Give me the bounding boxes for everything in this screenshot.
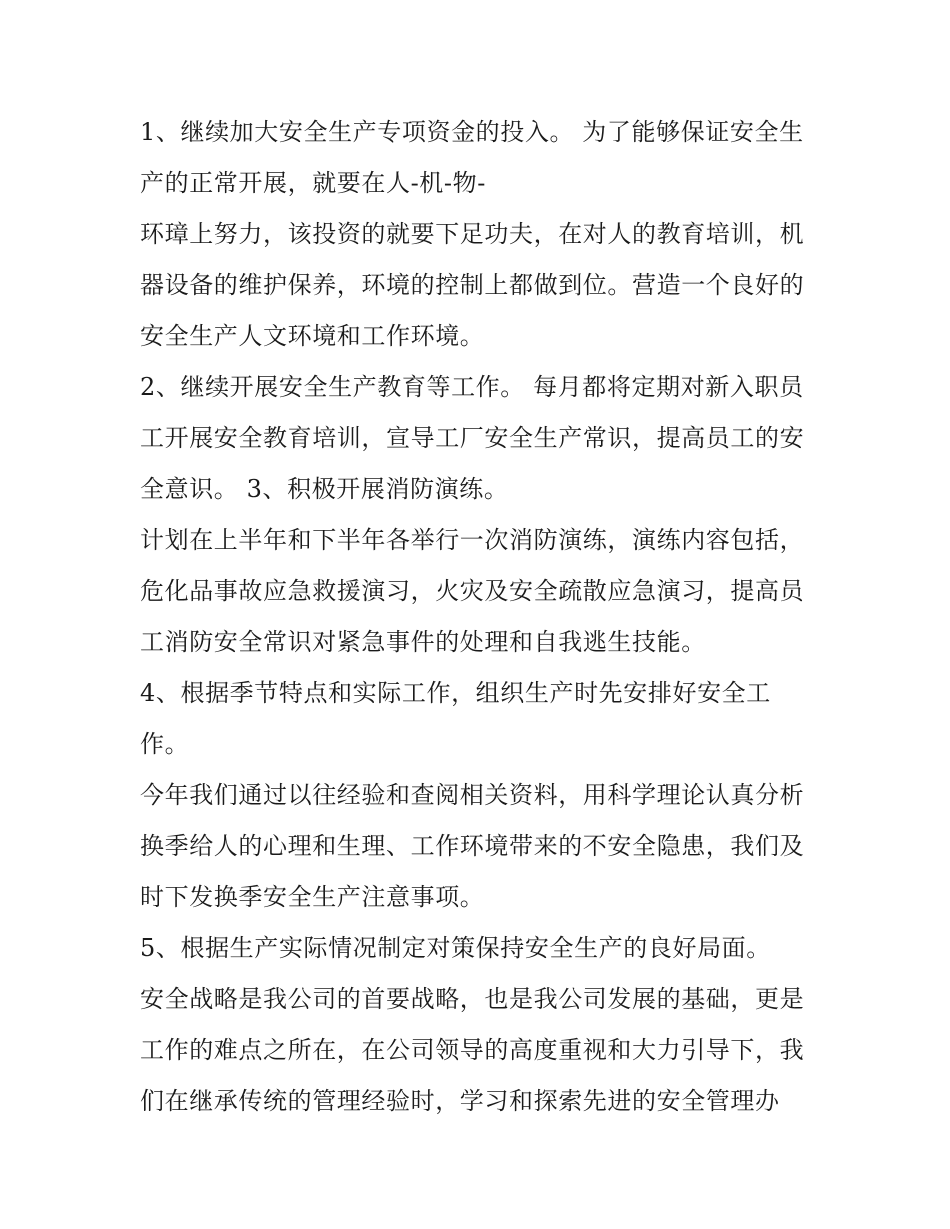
text-line: 1、继续加大安全生产专项资金的投入。 为了能够保证安全生 [140, 118, 804, 146]
text-line: 环璋上努力，该投资的就要下足功夫，在对人的教育培训，机 [140, 220, 805, 248]
text-line: 换季给人的心理和生理、工作环境带来的不安全隐患，我们及 [140, 832, 805, 860]
text-line: 们在继承传统的管理经验时，学习和探索先进的安全管理办 [140, 1087, 780, 1115]
document-body [140, 108, 820, 1128]
text-line: 全意识。 3、积极开展消防演练。 [140, 475, 509, 503]
text-line: 今年我们通过以往经验和查阅相关资料，用科学理论认真分析 [140, 781, 805, 809]
text-line: 器设备的维护保养，环境的控制上都做到位。营造一个良好的 [140, 271, 805, 299]
text-line: 产的正常开展，就要在人-机-物- [140, 169, 486, 197]
text-line: 工作的难点之所在，在公司领导的高度重视和大力引导下，我 [140, 1036, 805, 1064]
text-line: 5、根据生产实际情况制定对策保持安全生产的良好局面。 [140, 934, 771, 962]
text-line: 安全生产人文环境和工作环境。 [140, 322, 485, 350]
text-line: 安全战略是我公司的首要战略，也是我公司发展的基础，更是 [140, 985, 805, 1013]
text-line: 时下发换季安全生产注意事项。 [140, 883, 485, 911]
text-line: 工开展安全教育培训，宣导工厂安全生产常识，提高员工的安 [140, 424, 805, 452]
text-line: 2、继续开展安全生产教育等工作。 每月都将定期对新入职员 [140, 373, 804, 401]
text-line: 计划在上半年和下半年各举行一次消防演练，演练内容包括， [140, 526, 805, 554]
text-line: 作。 [140, 730, 190, 758]
text-line: 工消防安全常识对紧急事件的处理和自我逃生技能。 [140, 628, 706, 656]
text-line: 4、根据季节特点和实际工作，组织生产时先安排好安全工 [140, 679, 771, 707]
text-line: 危化品事故应急救援演习，火灾及安全疏散应急演习，提高员 [140, 577, 805, 605]
